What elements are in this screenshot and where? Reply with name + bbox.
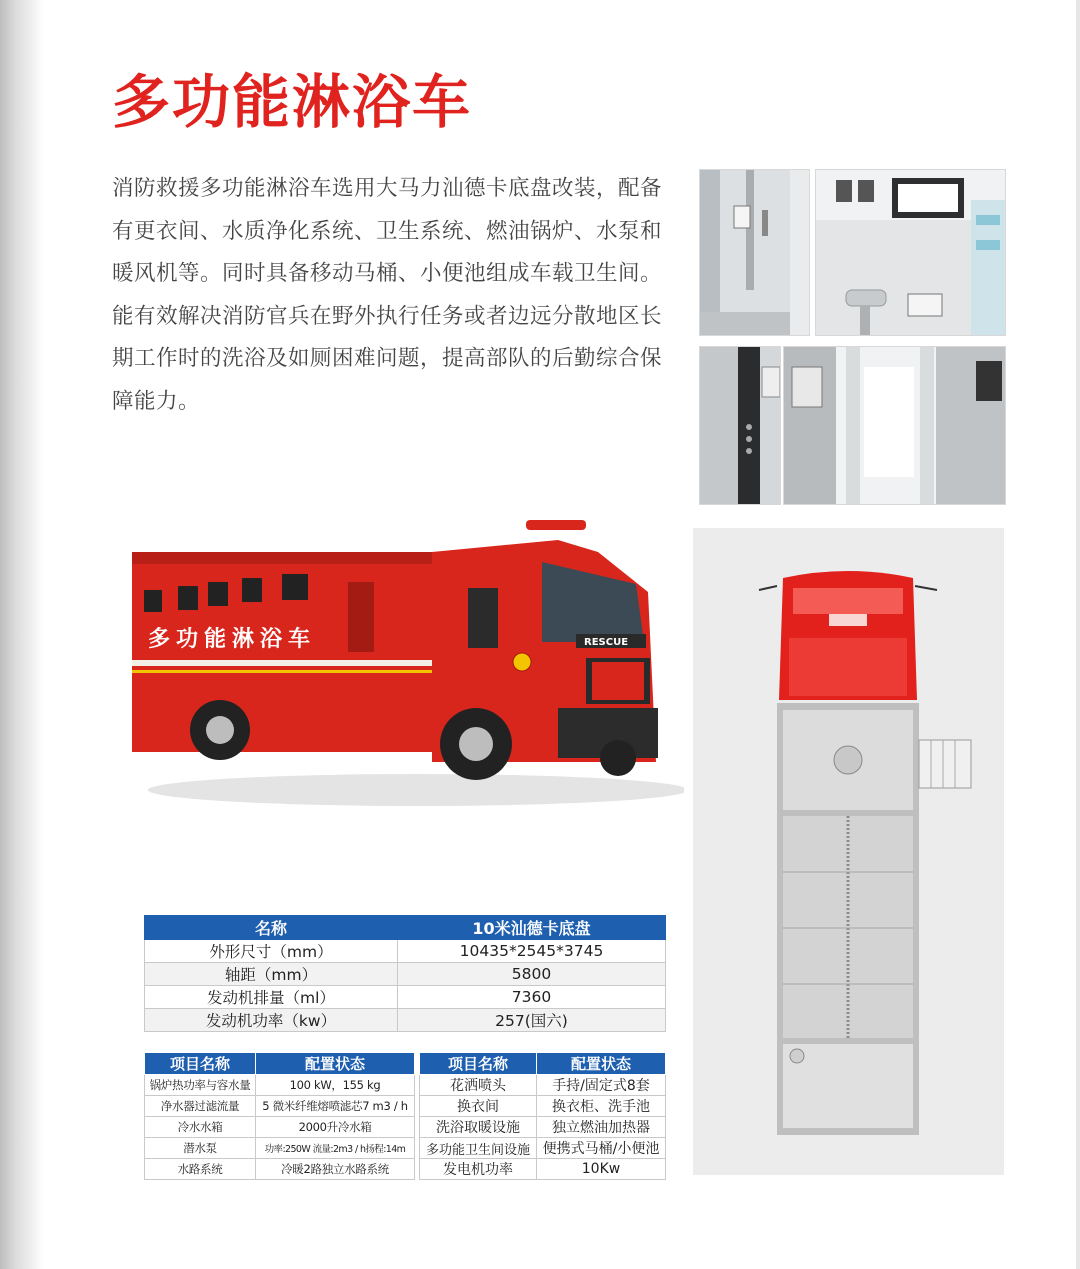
config-status: 独立燃油加热器 xyxy=(537,1117,666,1138)
config-status: 换衣柜、洗手池 xyxy=(537,1096,666,1117)
spec-table-header xyxy=(145,916,666,940)
config-status: 手持/固定式8套 xyxy=(537,1075,666,1096)
config-status: 便携式马桶/小便池 xyxy=(537,1138,666,1159)
config-status: 100 kW，155 kg xyxy=(256,1075,415,1096)
table-row xyxy=(145,963,666,986)
table-row xyxy=(145,1117,666,1138)
config-status: 5 微米纤维熔喷滤芯7 m3 / h xyxy=(256,1096,415,1117)
spec-value: 257(国六) xyxy=(398,1009,666,1032)
config-header-item-left: 项目名称 xyxy=(145,1053,256,1075)
interior-photo-shower-panel xyxy=(699,346,781,505)
spec-header-name: 名称 xyxy=(145,916,398,940)
config-item: 花洒喷头 xyxy=(420,1075,537,1096)
truck-side-text: 多功能淋浴车 xyxy=(148,627,317,652)
spec-label: 外形尺寸（mm） xyxy=(145,940,398,963)
config-status: 功率:250W 流量:2m3 / h扬程:14m xyxy=(256,1138,415,1159)
config-header-status-left: 配置状态 xyxy=(256,1053,415,1075)
config-item: 换衣间 xyxy=(420,1096,537,1117)
config-header-status-right: 配置状态 xyxy=(537,1053,666,1075)
spec-value: 10435*2545*3745 xyxy=(398,940,666,963)
table-row xyxy=(145,1096,666,1117)
table-row xyxy=(145,1138,666,1159)
fire-truck-image xyxy=(128,512,684,812)
spec-table xyxy=(144,915,666,1032)
config-item: 水路系统 xyxy=(145,1159,256,1180)
table-row xyxy=(145,1159,666,1180)
table-row xyxy=(145,1075,666,1096)
table-row xyxy=(145,986,666,1009)
config-item: 洗浴取暖设施 xyxy=(420,1117,537,1138)
config-item: 多功能卫生间设施 xyxy=(420,1138,537,1159)
config-table-header xyxy=(145,1053,666,1075)
config-item: 锅炉热功率与容水量 xyxy=(145,1075,256,1096)
table-row xyxy=(145,1009,666,1032)
config-item: 发电机功率 xyxy=(420,1159,537,1180)
spec-label: 轴距（mm） xyxy=(145,963,398,986)
page-title: 多功能淋浴车 xyxy=(112,68,473,136)
spec-label: 发动机功率（kw） xyxy=(145,1009,398,1032)
interior-photo-washroom xyxy=(815,169,1006,336)
config-item: 潜水泵 xyxy=(145,1138,256,1159)
interior-photo-stalls xyxy=(783,346,1006,505)
description-paragraph: 消防救援多功能淋浴车选用大马力汕德卡底盘改装，配备有更衣间、水质净化系统、卫生系统、燃油锅炉、水泵和暖风机等。同时具备移动马桶、小便池组成车载卫生间。能有效解决消防官兵在野外执行任务或者边远分散地区长期工作时的洗浴及如厕困难问题，提高部队的后勤综合保障能力。 xyxy=(112,176,663,414)
config-status: 2000升冷水箱 xyxy=(256,1117,415,1138)
page-edge-shadow xyxy=(0,0,44,1269)
spec-header-chassis: 10米汕德卡底盘 xyxy=(398,916,666,940)
spec-label: 发动机排量（ml） xyxy=(145,986,398,1009)
config-item: 净水器过滤流量 xyxy=(145,1096,256,1117)
truck-badge-text: RESCUE xyxy=(584,637,629,648)
config-table xyxy=(144,1052,666,1180)
table-row xyxy=(145,940,666,963)
config-header-item-right: 项目名称 xyxy=(420,1053,537,1075)
config-status: 冷暖2路独立水路系统 xyxy=(256,1159,415,1180)
floor-plan-image xyxy=(693,528,1004,1175)
interior-photo-shower xyxy=(699,169,810,336)
config-item: 冷水水箱 xyxy=(145,1117,256,1138)
spec-value: 7360 xyxy=(398,986,666,1009)
config-status: 10Kw xyxy=(537,1159,666,1180)
spec-value: 5800 xyxy=(398,963,666,986)
page-edge-right xyxy=(1076,0,1080,1269)
